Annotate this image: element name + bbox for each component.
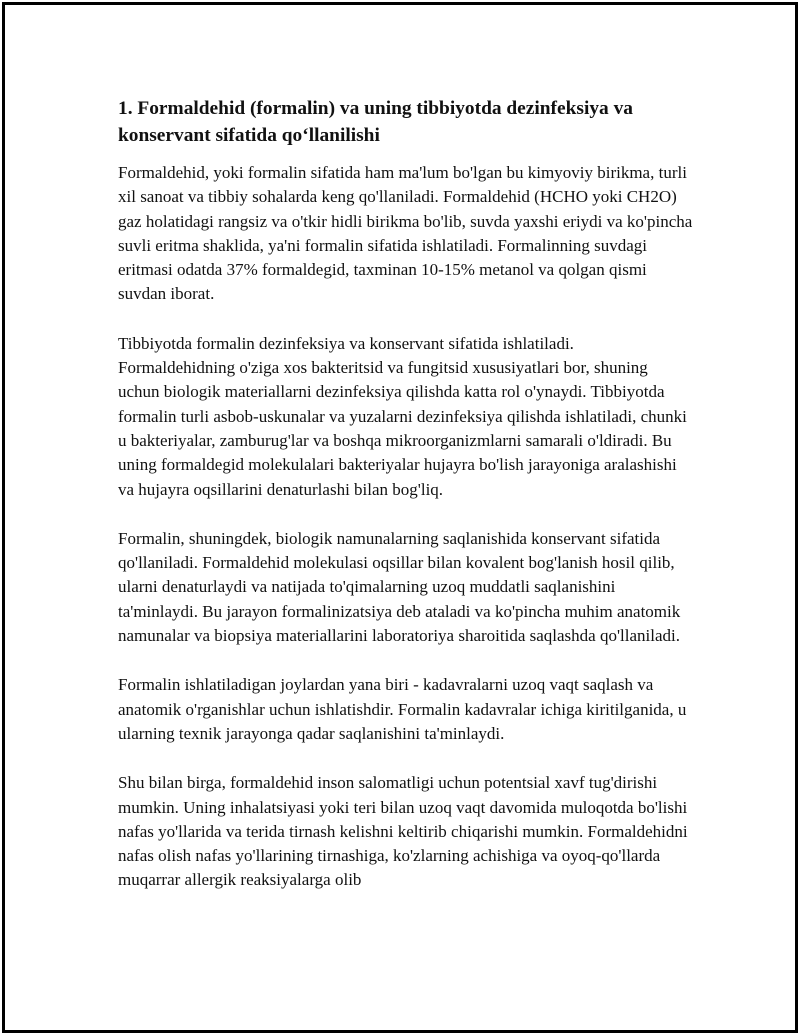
paragraph-5: Shu bilan birga, formaldehid inson salomatligi uchun potentsial xavf tug'dirishi mumkin. Uning inhalatsiyasi yoki teri bilan uzoq vaqt davomida muloqotda bo'lishi nafas yo'llarida va terida tirnash kelishni keltirib chiqarishi mumkin. Formaldehidni nafas olish nafas yo'llarining tirnashiga, ko'zlarning achishiga va oyoq-qo'llarda muqarrar allergik reaksiyalarga olib bbox=[118, 773, 688, 890]
document-body bbox=[118, 95, 693, 918]
paragraph-2: Tibbiyotda formalin dezinfeksiya va konservant sifatida ishlatiladi. Formaldehidning o'ziga xos bakteritsid va fungitsid xususiyatlari bor, shuning uchun biologik materiallarni dezinfeksiya qilishda katta rol o'ynaydi. Tibbiyotda formalin turli asbob-uskunalar va yuzalarni dezinfeksiya qilishda ishlatiladi, chunki u bakteriyalar, zamburug'lar va boshqa mikroorganizmlarni samarali o'ldiradi. Bu uning formaldegid molekulalari bakteriyalar hujayra bo'lish jarayoniga aralashishi va hujayra oqsillarini denaturlashi bilan bog'liq. bbox=[118, 333, 687, 499]
paragraph-3: Formalin, shuningdek, biologik namunalarning saqlanishida konservant sifatida qo'llaniladi. Formaldehid molekulasi oqsillar bilan kovalent bog'lanish hosil qilib, ularni denaturlaydi va natijada to'qimalarning uzoq muddatli saqlanishini ta'minlaydi. Bu jarayon formalinizatsiya deb ataladi va ko'pincha muhim anatomik namunalar va biopsiya materiallarini laboratoriya sharoitida saqlashda qo'llaniladi. bbox=[118, 528, 681, 646]
paragraph-4: Formalin ishlatiladigan joylardan yana biri - kadavralarni uzoq vaqt saqlash va anatomik o'rganishlar uchun ishlatishdir. Formalin kadavralar ichiga kiritilganida, u ularning texnik jarayonga qadar saqlanishini ta'minlaydi. bbox=[118, 675, 687, 743]
section-heading: 1. Formaldehid (formalin) va uning tibbiyotda dezinfeksiya va konservant sifatida qo‘llanilishi bbox=[118, 98, 633, 146]
paragraph-1: Formaldehid, yoki formalin sifatida ham ma'lum bo'lgan bu kimyoviy birikma, turli xil sanoat va tibbiy sohalarda keng qo'llaniladi. Formaldehid (HCHO yoki CH2O) gaz holatidagi rangsiz va o'tkir hidli birikma bo'lib, suvda yaxshi eriydi va ko'pincha suvli eritma shaklida, ya'ni formalin sifatida ishlatiladi. Formalinning suvdagi eritmasi odatda 37% formaldegid, taxminan 10-15% metanol va qolgan qismi suvdan iborat. bbox=[118, 163, 693, 304]
